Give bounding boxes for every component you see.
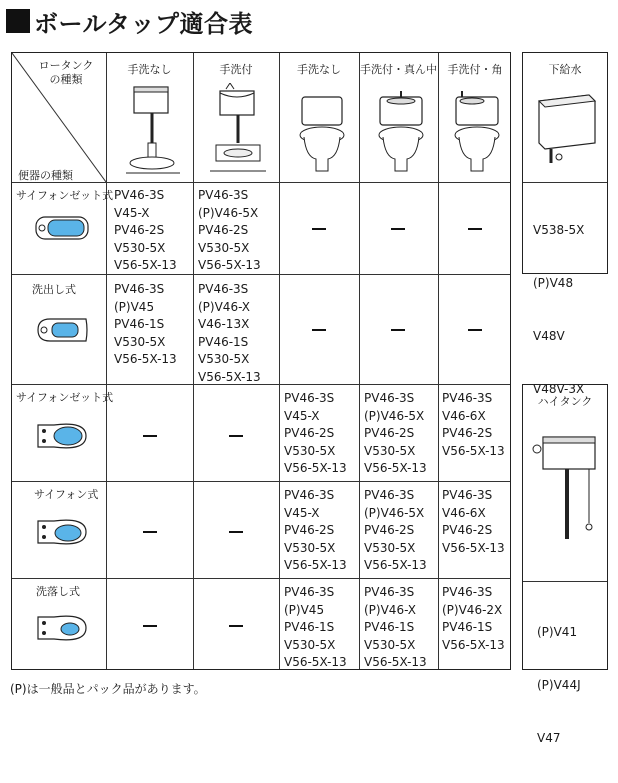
side-header: 下給水 (548, 63, 582, 76)
table-cell: PV46-3S (P)V46-X PV46-1S V530-5X V56-5X-13 (364, 585, 427, 670)
high-tank-values (537, 589, 581, 783)
table-cell: PV46-3S (P)V46-2X PV46-1S V56-5X-13 (442, 585, 505, 652)
side-value: V48V-3X (533, 381, 585, 396)
not-applicable-dash (312, 329, 326, 331)
tank-toilet-icon (296, 93, 348, 175)
low-tank-washbasin-toilet-icon (208, 83, 268, 175)
column-header: 手洗付・角 (447, 63, 503, 76)
table-cell: PV46-3S (P)V46-5X PV46-2S V530-5X V56-5X-13 (198, 188, 261, 273)
column-header: 手洗付・真ん中 (360, 63, 437, 76)
not-applicable-dash (312, 228, 326, 230)
side-value: V538-5X (533, 223, 585, 238)
row-label: サイフォンゼット式 (16, 391, 114, 404)
row-label: 洗出し式 (32, 283, 76, 296)
row-label: サイフォンゼット式 (16, 189, 114, 202)
washout-toilet-icon (34, 315, 90, 345)
title-text: ボールタップ適合表 (34, 9, 254, 38)
not-applicable-dash (391, 329, 405, 331)
not-applicable-dash (229, 625, 243, 627)
footnote: (P)は一般品とパック品があります。 (10, 682, 206, 696)
side-value: (P)V41 (537, 625, 578, 640)
high-tank-box (522, 384, 608, 745)
corner-toilet-kind: 便器の種類 (18, 169, 73, 182)
siphon-jet-toilet-icon (34, 211, 90, 243)
siphon-jet-toilet-icon (34, 419, 90, 453)
table-cell: PV46-3S V45-X PV46-2S V530-5X V56-5X-13 (114, 188, 177, 273)
row-label: 洗落し式 (36, 585, 80, 598)
column-header: 手洗なし (127, 63, 172, 76)
table-cell: PV46-3S (P)V46-5X PV46-2S V530-5X V56-5X-13 (364, 391, 427, 476)
table-cell: PV46-3S V46-6X PV46-2S V56-5X-13 (442, 488, 505, 555)
table-cell: PV46-3S V46-6X PV46-2S V56-5X-13 (442, 391, 505, 458)
table-cell: PV46-3S V45-X PV46-2S V530-5X V56-5X-13 (284, 488, 347, 573)
corner-tank-kind: ロータンク の種類 (38, 59, 94, 86)
not-applicable-dash (143, 625, 157, 627)
washdown-toilet-icon (34, 611, 90, 645)
table-cell: PV46-3S (P)V46-X V46-13X PV46-1S V530-5X V56-5X-13 (198, 282, 261, 384)
siphon-toilet-icon (34, 515, 90, 549)
not-applicable-dash (143, 435, 157, 437)
table-cell: PV46-3S (P)V45 PV46-1S V530-5X V56-5X-13 (114, 282, 177, 367)
not-applicable-dash (391, 228, 405, 230)
side-value: (P)V44J (537, 677, 581, 692)
table-cell: PV46-3S (P)V46-5X PV46-2S V530-5X V56-5X-13 (364, 488, 427, 573)
column-header: 手洗なし (297, 63, 341, 76)
lower-feed-box (522, 52, 608, 396)
side-value: (P)V48 (533, 275, 574, 290)
not-applicable-dash (229, 435, 243, 437)
table-cell: PV46-3S V45-X PV46-2S V530-5X V56-5X-13 (284, 391, 347, 476)
not-applicable-dash (229, 531, 243, 533)
title-square-icon (6, 9, 30, 33)
lower-feed-tank-icon (533, 91, 599, 173)
row-label: サイフォン式 (34, 488, 99, 501)
high-tank-label: ハイタンク (537, 395, 593, 408)
table-cell: PV46-3S (P)V45 PV46-1S V530-5X V56-5X-13 (284, 585, 347, 670)
compatibility-table (11, 52, 511, 670)
not-applicable-dash (468, 228, 482, 230)
high-tank-icon (529, 431, 603, 541)
page-title (6, 6, 253, 36)
side-value: V48V (533, 328, 565, 343)
low-tank-toilet-icon (122, 83, 182, 175)
tank-washbasin-center-toilet-icon (374, 89, 428, 175)
column-header: 手洗付 (219, 63, 253, 76)
side-value: V47 (537, 730, 561, 745)
tank-washbasin-corner-toilet-icon (450, 89, 504, 175)
not-applicable-dash (143, 531, 157, 533)
not-applicable-dash (468, 329, 482, 331)
